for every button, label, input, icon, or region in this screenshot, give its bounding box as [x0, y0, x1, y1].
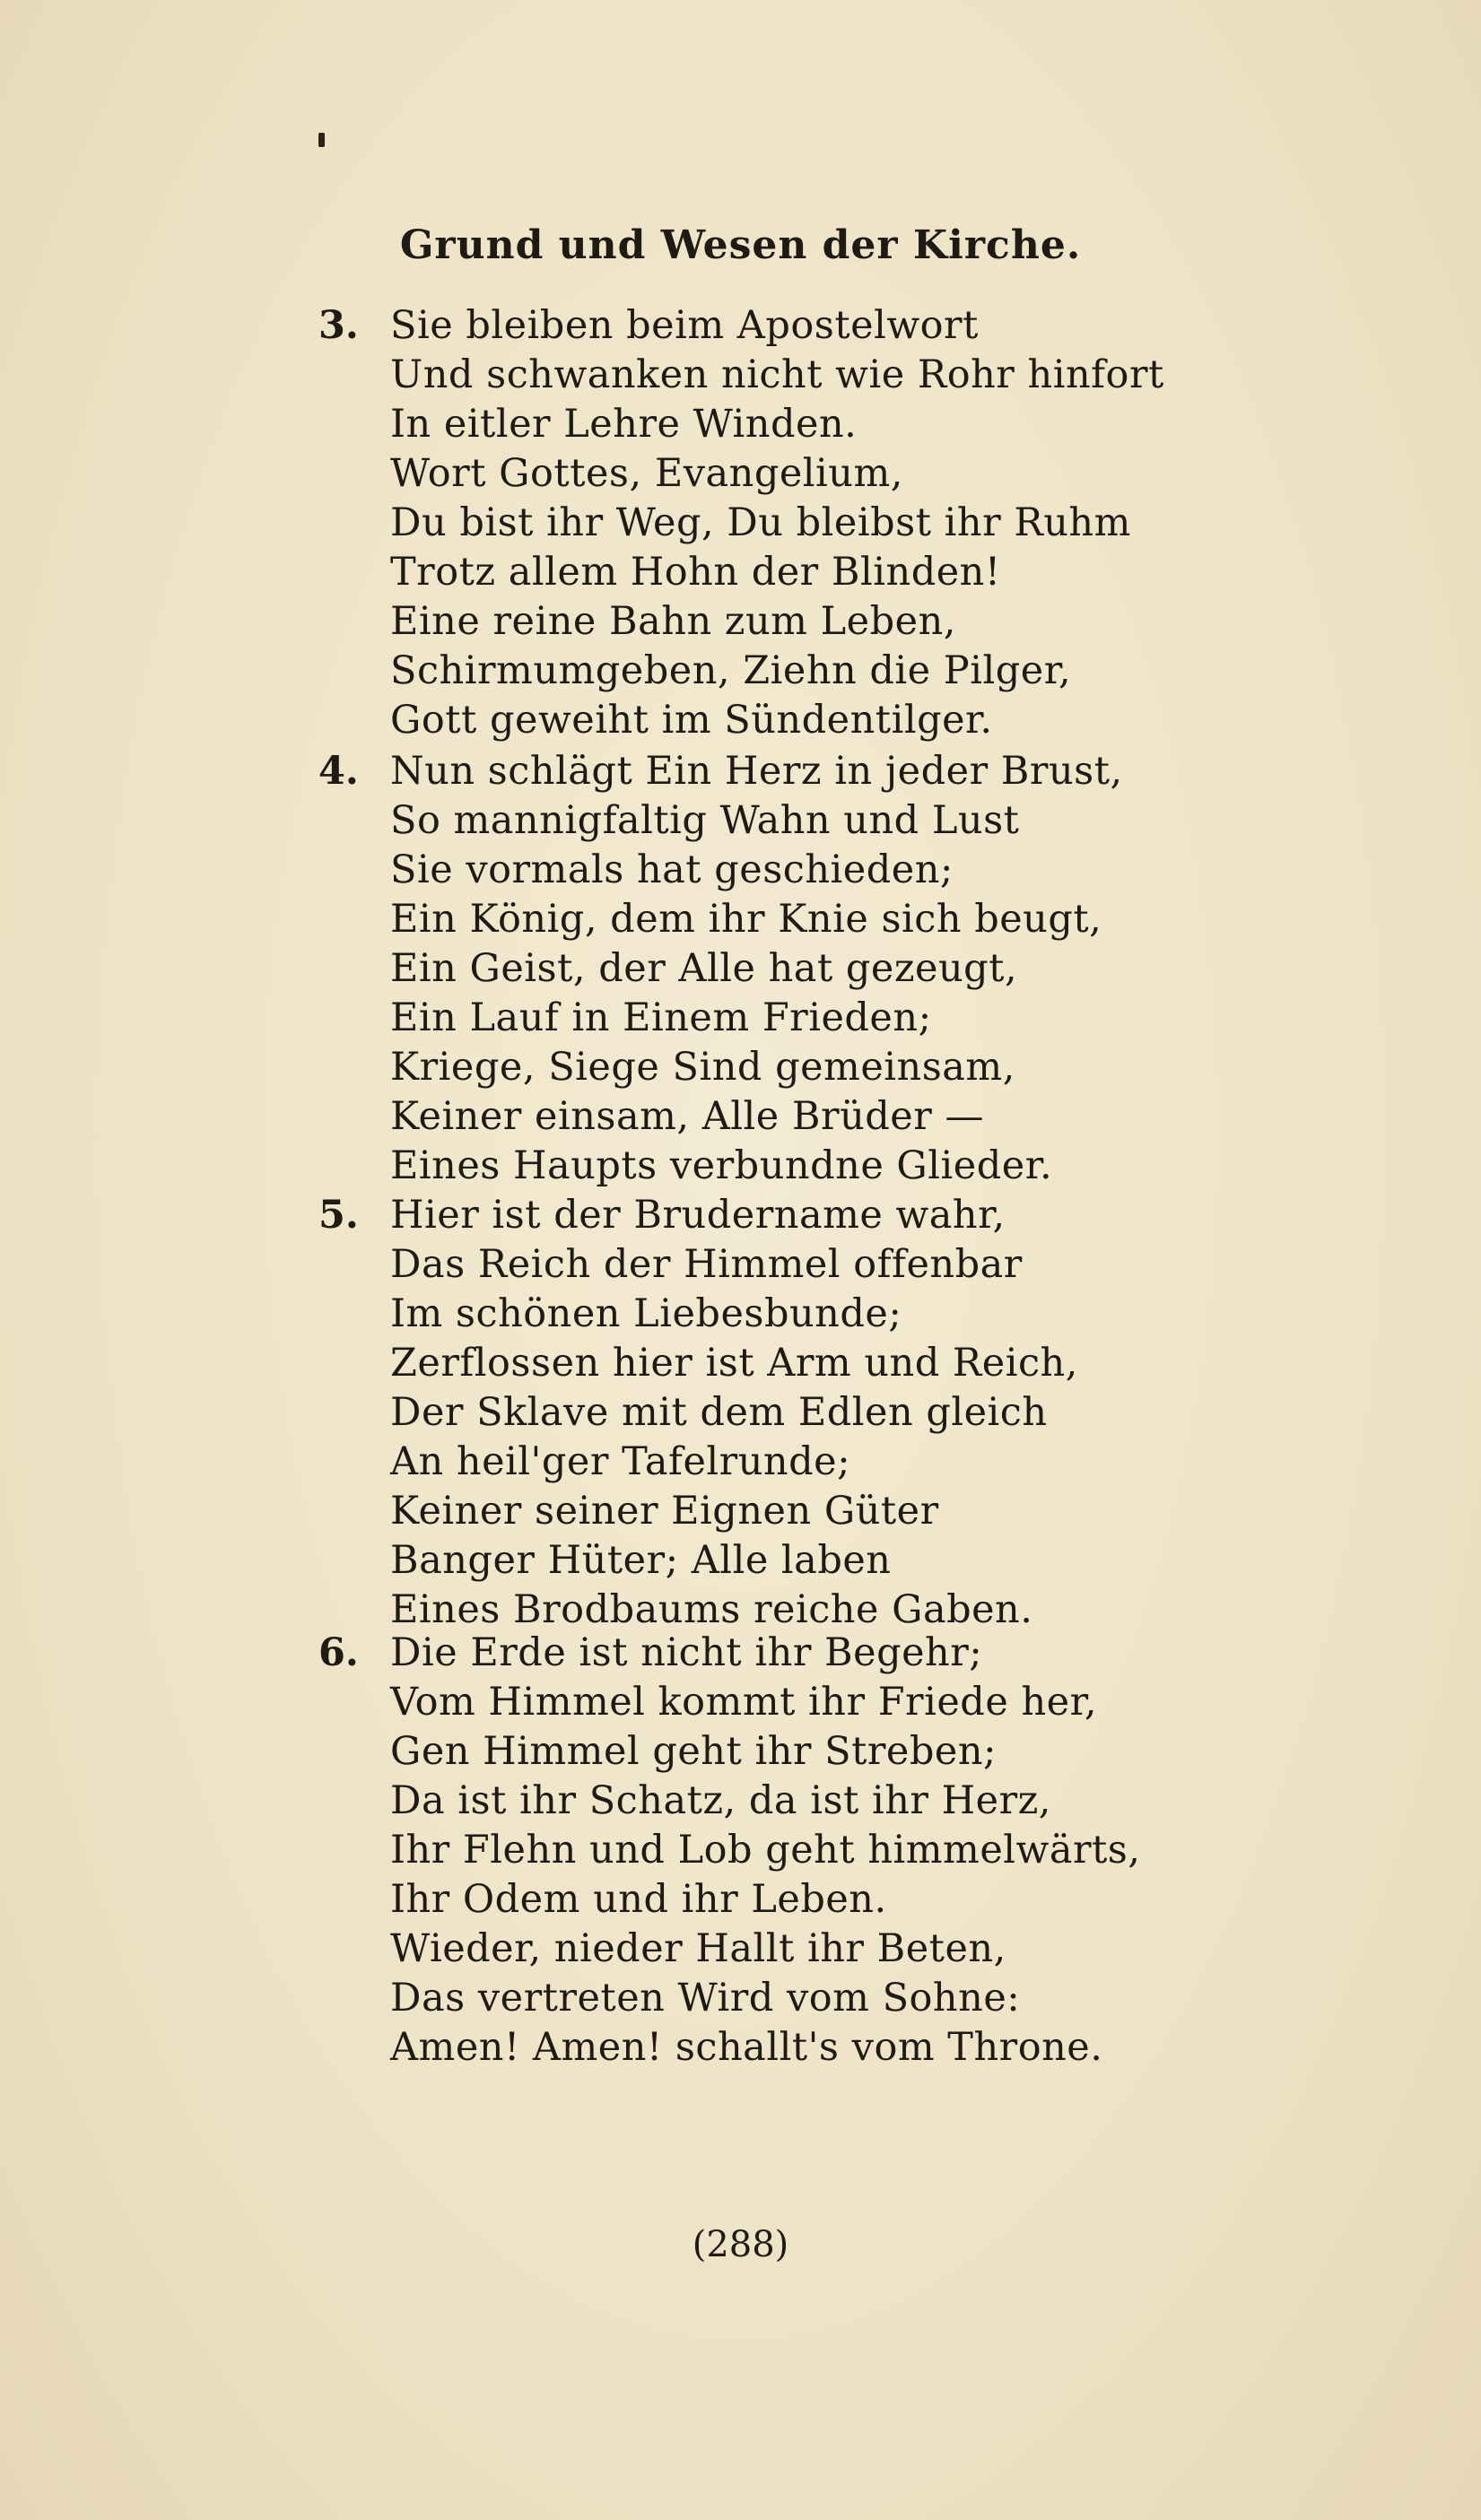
verse-line: Hier ist der Brudername wahr, — [390, 1193, 1006, 1238]
verse-line: Im schönen Liebesbunde; — [390, 1291, 902, 1336]
verse-line: Und schwanken nicht wie Rohr hinfort — [390, 352, 1164, 397]
verse-line: In eitler Lehre Winden. — [390, 402, 858, 447]
verse-line: Ein Lauf in Einem Frieden; — [390, 995, 932, 1040]
verse-line: Wort Gottes, Evangelium, — [390, 451, 903, 496]
verse-line: Wieder, nieder Hallt ihr Beten, — [390, 1926, 1006, 1971]
verse-line: So mannigfaltig Wahn und Lust — [390, 798, 1020, 843]
verse-line: Sie vormals hat geschieden; — [390, 847, 954, 892]
verse-line: Trotz allem Hohn der Blinden! — [390, 550, 1001, 595]
verse-line: Keiner einsam, Alle Brüder — — [390, 1094, 984, 1139]
verse-line: Ein Geist, der Alle hat gezeugt, — [390, 946, 1018, 991]
verse-line: Eine reine Bahn zum Leben, — [390, 599, 956, 644]
verse-line: Ihr Flehn und Lob geht himmelwärts, — [390, 1828, 1141, 1873]
verse-line: Die Erde ist nicht ihr Begehr; — [390, 1630, 983, 1675]
verse-line: Das Reich der Himmel offenbar — [390, 1242, 1023, 1287]
verse-line: Nun schlägt Ein Herz in jeder Brust, — [390, 749, 1123, 794]
verse-line: Banger Hüter; Alle laben — [390, 1538, 892, 1583]
page-number: (288) — [692, 2224, 789, 2265]
verse-line: Das vertreten Wird vom Sohne: — [390, 1976, 1021, 2020]
stanza-number: 6. — [318, 1630, 359, 1675]
verse-line: Gen Himmel geht ihr Streben; — [390, 1729, 997, 1774]
verse-line: Ihr Odem und ihr Leben. — [390, 1877, 887, 1922]
running-head: Grund und Wesen der Kirche. — [399, 222, 1082, 268]
verse-line: Der Sklave mit dem Edlen gleich — [390, 1390, 1048, 1435]
verse-line: Keiner seiner Eignen Güter — [390, 1489, 939, 1534]
stanza-number: 4. — [318, 749, 359, 794]
verse-line: Schirmumgeben, Ziehn die Pilger, — [390, 648, 1072, 693]
margin-mark — [318, 133, 325, 147]
verse-line: Eines Haupts verbundne Glieder. — [390, 1143, 1053, 1188]
verse-line: Ein König, dem ihr Knie sich beugt, — [390, 897, 1102, 942]
verse-line: Sie bleiben beim Apostelwort — [390, 303, 979, 348]
verse-line: Eines Brodbaums reiche Gaben. — [390, 1587, 1033, 1632]
verse-line: Kriege, Siege Sind gemeinsam, — [390, 1045, 1015, 1090]
verse-line: Zerflossen hier ist Arm und Reich, — [390, 1341, 1078, 1386]
stanza-number: 3. — [318, 303, 359, 348]
verse-line: Vom Himmel kommt ihr Friede her, — [390, 1680, 1098, 1725]
stanza-number: 5. — [318, 1193, 359, 1238]
verse-line: Amen! Amen! schallt's vom Throne. — [390, 2025, 1103, 2070]
verse-line: Gott geweiht im Sündentilger. — [390, 698, 993, 743]
verse-line: An heil'ger Tafelrunde; — [390, 1439, 851, 1484]
verse-line: Du bist ihr Weg, Du bleibst ihr Ruhm — [390, 500, 1131, 545]
verse-line: Da ist ihr Schatz, da ist ihr Herz, — [390, 1778, 1051, 1823]
